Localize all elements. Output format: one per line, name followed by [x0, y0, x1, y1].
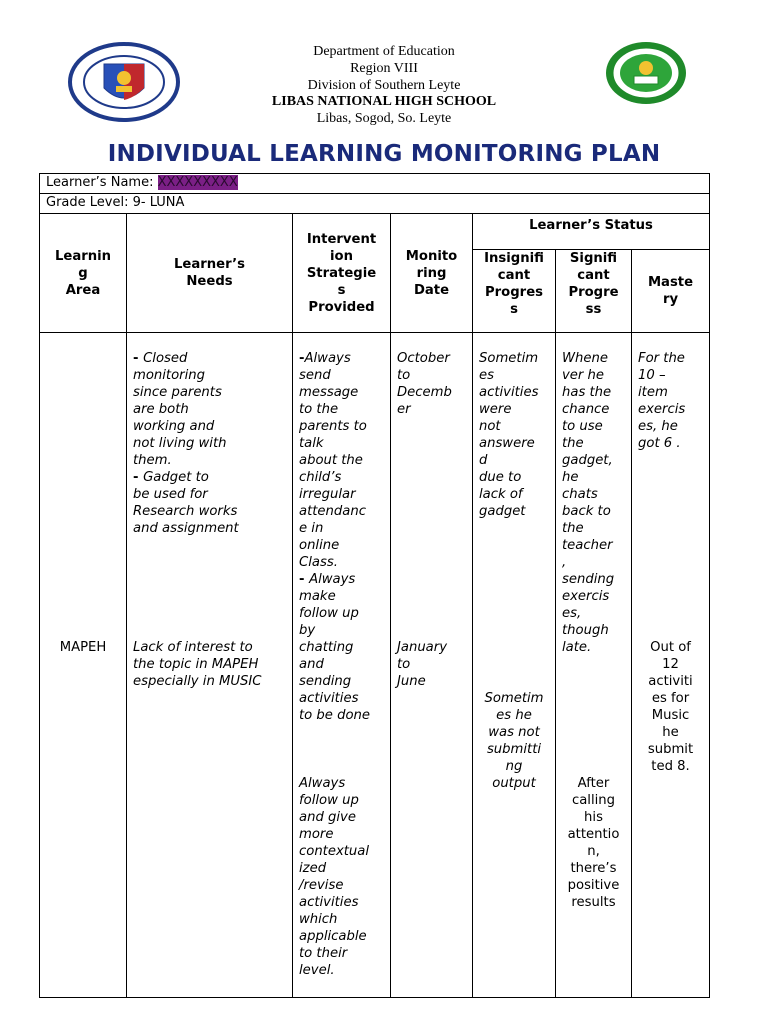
- learning-area-value: MAPEH: [59, 640, 107, 655]
- significant-item-2: After calling his attentio n, there’s positive results: [567, 776, 620, 910]
- header-row-1: [40, 214, 710, 250]
- col-mastery: Maste ry: [632, 250, 710, 333]
- learner-name-row: [40, 174, 710, 194]
- strategy-item-2: Always make follow up by chatting and sending activities to be done: [299, 572, 371, 723]
- col-learners-status: Learner’s Status: [473, 214, 710, 250]
- header-address: Libas, Sogod, So. Leyte: [316, 111, 452, 127]
- needs-item-2: Gadget to be used for Research works and assignment: [133, 470, 239, 536]
- document-title: INDIVIDUAL LEARNING MONITORING PLAN: [107, 141, 661, 167]
- strategy-item-1: Always send message to the parents to talk about the child’s irregular attendanc e in online Class.: [299, 351, 367, 570]
- mastery-item-2: Out of 12 activiti es for Music he submit ted 8.: [647, 640, 694, 774]
- header-region: Region VIII: [350, 60, 418, 76]
- learning-area-cell: [40, 333, 127, 998]
- date-item-1: October to Decemb er: [397, 351, 452, 417]
- significant-cell: [556, 333, 632, 998]
- grade-level-cell: Grade Level: 9- LUNA: [40, 194, 710, 214]
- strategies-cell: [293, 333, 391, 998]
- col-intervention-strategies: Intervent ion Strategie s Provided: [293, 214, 391, 333]
- col-monitoring-date: Monito ring Date: [391, 214, 473, 333]
- header-department: Department of Education: [313, 44, 455, 59]
- header-school-name: LIBAS NATIONAL HIGH SCHOOL: [271, 94, 497, 110]
- needs-bullet-1: -: [133, 351, 144, 366]
- significant-item-1: Whene ver he has the chance to use the gadget, he chats back to the teacher , sending exercis es, though late.: [562, 351, 615, 655]
- col-insignificant-progress: Insignifi cant Progres s: [473, 250, 556, 333]
- needs-cell: [127, 333, 293, 998]
- learner-name-value: XXXXXXXXX: [157, 175, 238, 190]
- document-header: [0, 44, 768, 128]
- col-learning-area: Learnin g Area: [40, 214, 127, 333]
- insignificant-item-2: Sometim es he was not submitti ng output: [484, 691, 544, 791]
- grade-level-row: [40, 194, 710, 214]
- strategy-item-3: Always follow up and give more contextual ized /revise activities which applicable to their level.: [299, 776, 370, 978]
- strategy-bullet-2: -: [299, 572, 310, 587]
- date-item-2: January to June: [397, 640, 447, 689]
- learner-name-label: Learner’s Name:: [46, 175, 158, 190]
- needs-bullet-2: -: [133, 470, 144, 485]
- monitoring-plan-table: [39, 173, 710, 998]
- learner-name-cell: [40, 174, 710, 194]
- table-row: [40, 333, 710, 998]
- date-cell: [391, 333, 473, 998]
- mastery-cell: [632, 333, 710, 998]
- col-learners-needs: Learner’s Needs: [127, 214, 293, 333]
- header-division: Division of Southern Leyte: [307, 77, 461, 93]
- needs-item-1: Closed monitoring since parents are both working and not living with them.: [133, 351, 227, 468]
- strategy-bullet-1: -: [299, 351, 305, 366]
- mastery-item-1: For the 10 – item exercis es, he got 6 .: [638, 351, 686, 451]
- insignificant-item-1: Sometim es activities were not answere d due to lack of gadget: [479, 351, 539, 519]
- insignificant-cell: [473, 333, 556, 998]
- needs-item-3: Lack of interest to the topic in MAPEH especially in MUSIC: [133, 640, 262, 689]
- col-significant-progress: Signifi cant Progre ss: [556, 250, 632, 333]
